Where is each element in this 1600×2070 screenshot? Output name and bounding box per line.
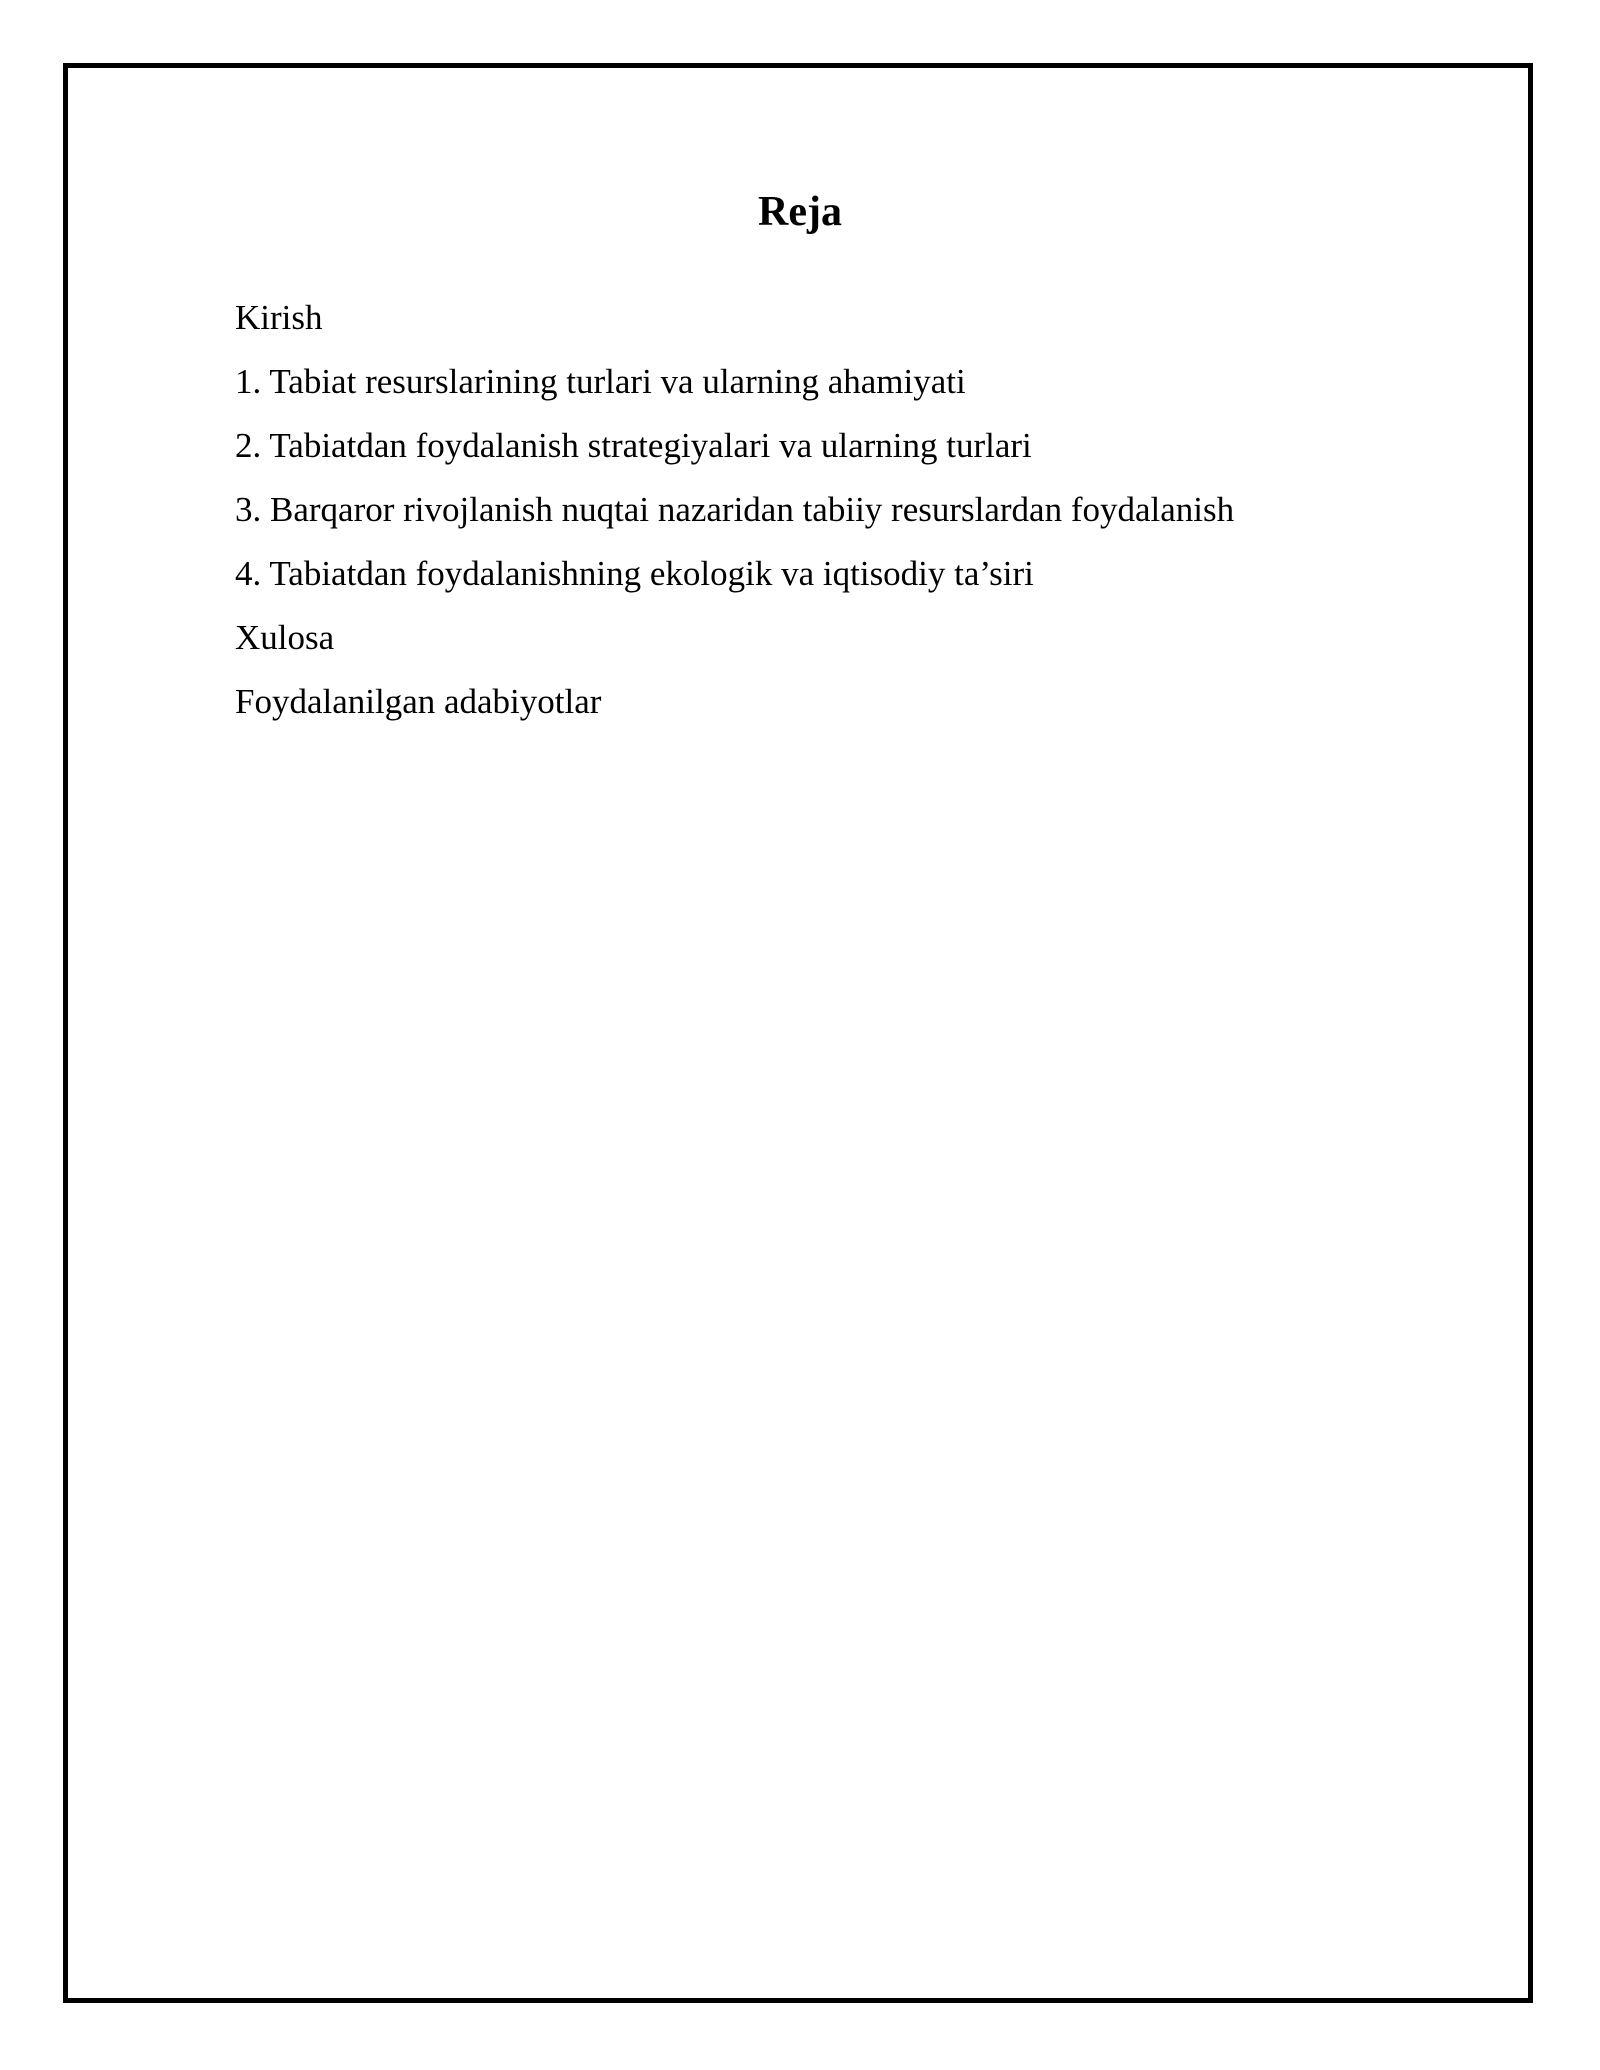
- toc-item-conclusion: Xulosa: [235, 618, 335, 657]
- toc-item-introduction: Kirish: [235, 298, 323, 337]
- toc-item-4: 4. Tabiatdan foydalanishning ekologik va iqtisodiy ta’siri: [235, 554, 1034, 593]
- toc-item-3: 3. Barqaror rivojlanish nuqtai nazaridan tabiiy resurslardan foydalanish: [235, 490, 1235, 529]
- toc-item-1: 1. Tabiat resurslarining turlari va ularning ahamiyati: [235, 362, 966, 401]
- table-of-contents: [235, 286, 1234, 734]
- toc-item-references: Foydalanilgan adabiyotlar: [235, 682, 602, 721]
- toc-item-2: 2. Tabiatdan foydalanish strategiyalari va ularning turlari: [235, 426, 1032, 465]
- page-title: Reja: [758, 189, 842, 235]
